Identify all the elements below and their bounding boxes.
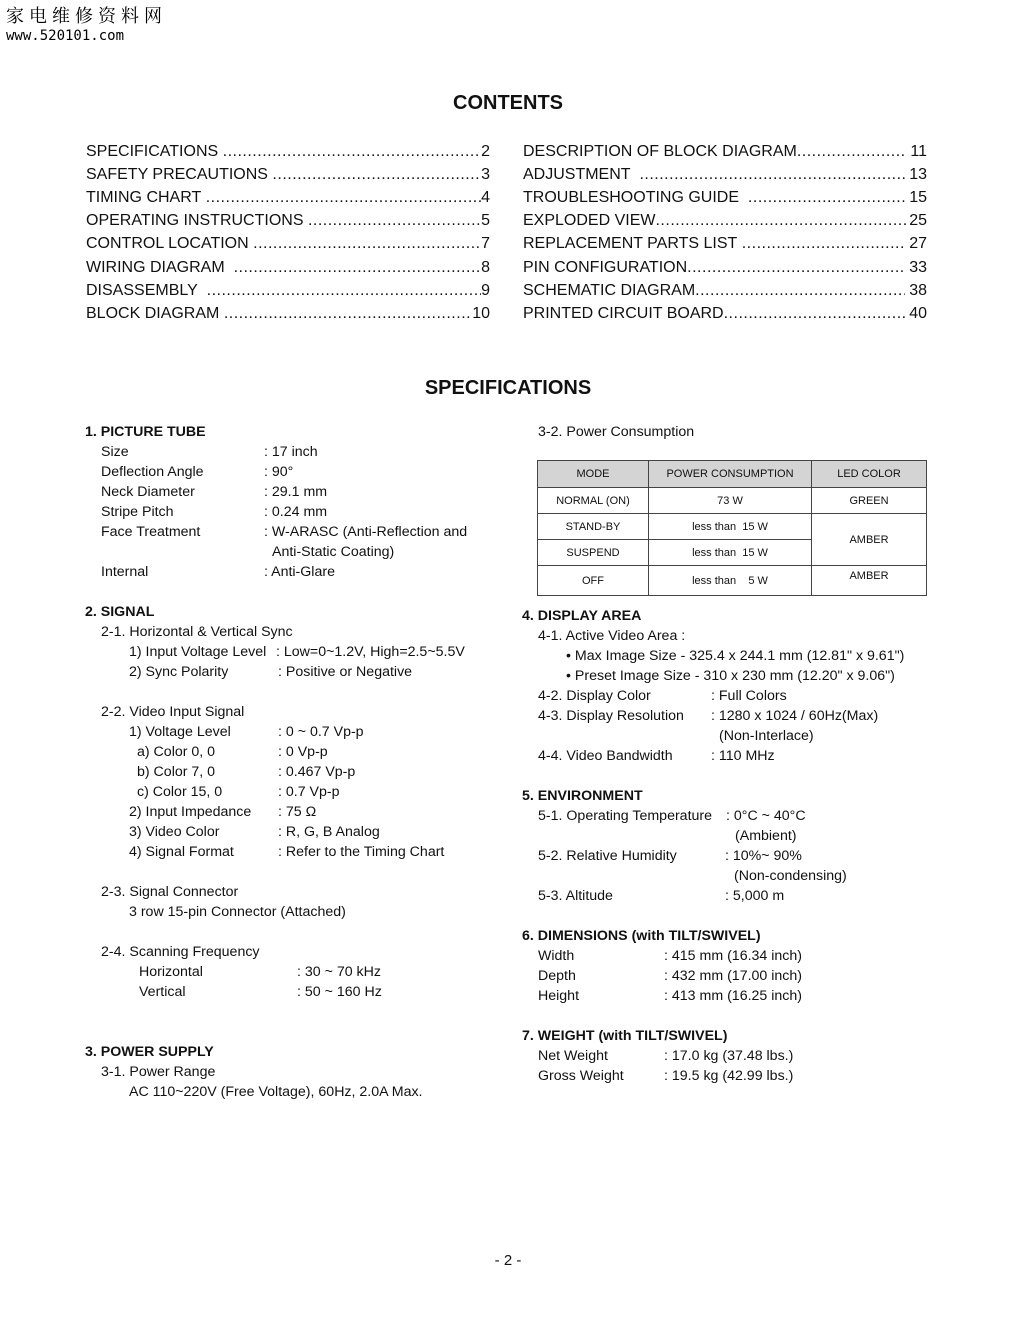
toc-leader bbox=[742, 235, 905, 253]
spec-right-column-lower bbox=[522, 606, 942, 1086]
spec-label: 4-3. Display Resolution bbox=[538, 708, 684, 724]
toc-leader bbox=[207, 282, 481, 300]
bullet-text: • Max Image Size - 325.4 x 244.1 mm (12.81" x 9.61") bbox=[566, 648, 905, 664]
toc-leader bbox=[724, 305, 905, 323]
toc-entry[interactable] bbox=[523, 279, 927, 302]
table-header-row bbox=[538, 461, 927, 488]
toc-page: 9 bbox=[481, 281, 490, 299]
spec-label: 1) Input Voltage Level bbox=[129, 644, 267, 660]
spec-row bbox=[522, 846, 942, 866]
cell-mode: SUSPEND bbox=[538, 540, 649, 566]
specifications-title: SPECIFICATIONS bbox=[424, 377, 592, 399]
spec-value: : Refer to the Timing Chart bbox=[278, 844, 445, 860]
toc-leader bbox=[224, 305, 472, 323]
spec-value: : 0.7 Vp-p bbox=[278, 784, 340, 800]
toc-page: 8 bbox=[481, 258, 490, 276]
spec-row-continuation bbox=[522, 826, 942, 846]
spec-row bbox=[85, 502, 505, 522]
toc-entry[interactable] bbox=[86, 186, 490, 209]
toc-leader bbox=[695, 282, 905, 300]
toc-leader bbox=[655, 212, 909, 230]
spec-value: : Positive or Negative bbox=[278, 664, 413, 680]
spec-value: : 17.0 kg (37.48 lbs.) bbox=[664, 1048, 794, 1064]
toc-leader bbox=[639, 166, 904, 184]
toc-entry[interactable] bbox=[523, 233, 927, 256]
toc-label: WIRING DIAGRAM bbox=[86, 258, 225, 276]
cell-led: GREEN bbox=[812, 488, 927, 514]
spec-value: Anti-Static Coating) bbox=[272, 544, 395, 560]
spec-right-column bbox=[522, 422, 942, 442]
toc-page: 2 bbox=[481, 142, 490, 160]
spec-row bbox=[85, 522, 505, 542]
cell-mode: OFF bbox=[538, 566, 649, 596]
toc-entry[interactable] bbox=[86, 302, 490, 325]
spec-label: 5-1. Operating Temperature bbox=[538, 808, 713, 824]
toc-entry[interactable] bbox=[86, 210, 490, 233]
cell-mode: NORMAL (ON) bbox=[538, 488, 649, 514]
spec-value: : 415 mm (16.34 inch) bbox=[664, 948, 802, 964]
toc-entry[interactable] bbox=[86, 233, 490, 256]
spec-label: a) Color 0, 0 bbox=[137, 744, 216, 760]
cell-mode: STAND-BY bbox=[538, 514, 649, 540]
table-row bbox=[538, 488, 927, 514]
spec-label: Depth bbox=[538, 968, 576, 984]
subsection-title bbox=[85, 622, 505, 642]
spec-row bbox=[85, 722, 505, 742]
cell-power: less than 15 W bbox=[649, 514, 812, 540]
spec-value: : 75 Ω bbox=[278, 804, 317, 820]
spec-row-continuation bbox=[522, 726, 942, 746]
bullet-item bbox=[522, 666, 942, 686]
toc-page: 11 bbox=[910, 142, 927, 160]
toc-page: 33 bbox=[909, 258, 927, 276]
spec-label: Stripe Pitch bbox=[101, 504, 174, 520]
spec-label: 4-2. Display Color bbox=[538, 688, 651, 704]
spec-value: : 19.5 kg (42.99 lbs.) bbox=[664, 1068, 794, 1084]
spec-value: : 17 inch bbox=[264, 444, 318, 460]
spec-value: : 5,000 m bbox=[725, 888, 785, 904]
cell-power: 73 W bbox=[649, 488, 812, 514]
toc-leader bbox=[272, 166, 481, 184]
toc-leader bbox=[206, 189, 481, 207]
spec-value: : 90° bbox=[264, 464, 294, 480]
toc-left bbox=[86, 140, 490, 326]
toc-leader bbox=[687, 259, 905, 277]
toc-label: SCHEMATIC DIAGRAM bbox=[523, 281, 696, 299]
toc-page: 4 bbox=[481, 188, 490, 206]
spec-value: : 110 MHz bbox=[711, 748, 775, 764]
spec-value: (Non-condensing) bbox=[734, 868, 847, 884]
subsection-title bbox=[85, 942, 505, 962]
toc-label: TROUBLESHOOTING GUIDE bbox=[523, 188, 740, 206]
spec-row bbox=[85, 822, 505, 842]
spec-value: : Full Colors bbox=[711, 688, 787, 704]
spec-label: Width bbox=[538, 948, 575, 964]
spec-value: (Ambient) bbox=[735, 828, 797, 844]
spec-label: 4) Signal Format bbox=[129, 844, 234, 860]
spec-row bbox=[522, 886, 942, 906]
cell-led: AMBER bbox=[812, 566, 927, 596]
toc-entry[interactable] bbox=[86, 163, 490, 186]
spec-row bbox=[522, 1066, 942, 1086]
bullet-text: • Preset Image Size - 310 x 230 mm (12.20" x 9.06") bbox=[566, 668, 895, 684]
spec-label: 1) Voltage Level bbox=[129, 724, 231, 740]
section-heading-environment: 5. ENVIRONMENT bbox=[522, 788, 643, 804]
spec-row bbox=[522, 966, 942, 986]
spec-value: : 432 mm (17.00 inch) bbox=[664, 968, 802, 984]
spec-value: : 29.1 mm bbox=[264, 484, 328, 500]
column-header: POWER CONSUMPTION bbox=[649, 461, 812, 488]
toc-page: 3 bbox=[481, 165, 490, 183]
toc-page: 13 bbox=[909, 165, 927, 183]
section-heading-power-supply: 3. POWER SUPPLY bbox=[85, 1044, 214, 1060]
toc-label: ADJUSTMENT bbox=[523, 165, 631, 183]
toc-entry[interactable] bbox=[86, 256, 490, 279]
subsection-title bbox=[85, 702, 505, 722]
spec-left-column bbox=[85, 422, 505, 1102]
spec-label: b) Color 7, 0 bbox=[137, 764, 216, 780]
toc-label: DESCRIPTION OF BLOCK DIAGRAM bbox=[523, 142, 797, 160]
spec-row bbox=[522, 806, 942, 826]
spec-row bbox=[85, 962, 505, 982]
spec-value: 3 row 15-pin Connector (Attached) bbox=[129, 904, 346, 920]
power-consumption-table bbox=[537, 460, 927, 596]
subsection-label: 3-2. Power Consumption bbox=[538, 424, 695, 440]
toc-label: REPLACEMENT PARTS LIST bbox=[523, 235, 738, 253]
spec-label: Net Weight bbox=[538, 1048, 608, 1064]
spec-row bbox=[522, 1046, 942, 1066]
spec-label: 5-2. Relative Humidity bbox=[538, 848, 677, 864]
toc-entry[interactable] bbox=[523, 302, 927, 325]
cell-led: AMBER bbox=[812, 514, 927, 566]
toc-leader bbox=[308, 212, 481, 230]
contents-title: CONTENTS bbox=[453, 92, 563, 114]
toc-label: DISASSEMBLY bbox=[86, 281, 198, 299]
spec-row bbox=[522, 946, 942, 966]
spec-row bbox=[85, 982, 505, 1002]
spec-value: AC 110~220V (Free Voltage), 60Hz, 2.0A Max. bbox=[129, 1084, 423, 1100]
spec-row bbox=[85, 1082, 505, 1102]
toc-entry[interactable] bbox=[523, 210, 927, 233]
toc-leader bbox=[234, 259, 482, 277]
watermark bbox=[6, 2, 167, 44]
spec-value: : Anti-Glare bbox=[264, 564, 335, 580]
spec-label: 2) Input Impedance bbox=[129, 804, 252, 820]
spec-label: Gross Weight bbox=[538, 1068, 624, 1084]
spec-value: : 10%~ 90% bbox=[725, 848, 802, 864]
spec-row bbox=[85, 802, 505, 822]
toc-label: EXPLODED VIEW bbox=[523, 212, 656, 230]
spec-row bbox=[522, 686, 942, 706]
spec-value: : R, G, B Analog bbox=[278, 824, 380, 840]
toc-page: 5 bbox=[481, 212, 490, 230]
subsection-title bbox=[85, 1062, 505, 1082]
spec-row bbox=[85, 642, 505, 662]
toc-leader bbox=[223, 143, 481, 161]
toc-page: 7 bbox=[481, 235, 490, 253]
toc-page: 38 bbox=[909, 281, 927, 299]
subsection-title bbox=[522, 422, 942, 442]
column-header: LED COLOR bbox=[812, 461, 927, 488]
spec-label: c) Color 15, 0 bbox=[137, 784, 223, 800]
table-row bbox=[538, 514, 927, 540]
spec-value: : 0.467 Vp-p bbox=[278, 764, 356, 780]
spec-label: Size bbox=[101, 444, 129, 460]
toc-page: 10 bbox=[472, 304, 490, 322]
spec-label: 4-4. Video Bandwidth bbox=[538, 748, 673, 764]
section-heading-dimensions: 6. DIMENSIONS (with TILT/SWIVEL) bbox=[522, 928, 761, 944]
toc-label: TIMING CHART bbox=[86, 188, 202, 206]
spec-row bbox=[522, 706, 942, 726]
toc-label: PIN CONFIGURATION bbox=[523, 258, 688, 276]
subsection-label: 2-3. Signal Connector bbox=[101, 884, 239, 900]
toc-leader bbox=[797, 143, 906, 161]
toc-leader bbox=[748, 189, 905, 207]
subsection-label: 3-1. Power Range bbox=[101, 1064, 216, 1080]
spec-value: : Low=0~1.2V, High=2.5~5.5V bbox=[276, 644, 465, 660]
section-heading-weight: 7. WEIGHT (with TILT/SWIVEL) bbox=[522, 1028, 728, 1044]
spec-label: 2) Sync Polarity bbox=[129, 664, 229, 680]
spec-row bbox=[85, 902, 505, 922]
section-heading-picture-tube: 1. PICTURE TUBE bbox=[85, 424, 206, 440]
watermark-chinese: 家电维修资料网 bbox=[6, 6, 167, 27]
toc-label: SAFETY PRECAUTIONS bbox=[86, 165, 268, 183]
spec-value: : 50 ~ 160 Hz bbox=[297, 984, 382, 1000]
spec-value: : 413 mm (16.25 inch) bbox=[664, 988, 802, 1004]
toc-page: 25 bbox=[909, 212, 927, 230]
page-number: - 2 - bbox=[494, 1252, 522, 1269]
spec-value: : 30 ~ 70 kHz bbox=[297, 964, 381, 980]
toc-page: 15 bbox=[909, 188, 927, 206]
section-heading-display-area: 4. DISPLAY AREA bbox=[522, 608, 642, 624]
table-row bbox=[538, 566, 927, 596]
spec-row bbox=[522, 986, 942, 1006]
spec-row bbox=[85, 782, 505, 802]
spec-row bbox=[85, 462, 505, 482]
spec-value: : 0.24 mm bbox=[264, 504, 328, 520]
spec-row bbox=[85, 762, 505, 782]
spec-row bbox=[522, 746, 942, 766]
spec-label: Neck Diameter bbox=[101, 484, 195, 500]
toc-leader bbox=[253, 235, 481, 253]
subsection-label: 2-2. Video Input Signal bbox=[101, 704, 245, 720]
toc-label: CONTROL LOCATION bbox=[86, 235, 249, 253]
toc-right bbox=[523, 140, 927, 326]
toc-label: SPECIFICATIONS bbox=[86, 142, 219, 160]
spec-label: 3) Video Color bbox=[129, 824, 220, 840]
toc-entry[interactable] bbox=[86, 279, 490, 302]
toc-page: 40 bbox=[909, 304, 927, 322]
bullet-item bbox=[522, 646, 942, 666]
section-heading-signal: 2. SIGNAL bbox=[85, 604, 155, 620]
spec-value: : 0°C ~ 40°C bbox=[726, 808, 806, 824]
toc-label: PRINTED CIRCUIT BOARD bbox=[523, 304, 724, 322]
spec-row-continuation bbox=[522, 866, 942, 886]
toc-label: OPERATING INSTRUCTIONS bbox=[86, 212, 304, 230]
spec-row bbox=[85, 482, 505, 502]
toc-entry[interactable] bbox=[523, 186, 927, 209]
spec-row bbox=[85, 442, 505, 462]
subsection-label: 4-1. Active Video Area : bbox=[538, 628, 686, 644]
spec-row bbox=[85, 662, 505, 682]
spec-row bbox=[85, 842, 505, 862]
subsection-label: 2-4. Scanning Frequency bbox=[101, 944, 260, 960]
spec-row bbox=[85, 562, 505, 582]
spec-label: Internal bbox=[101, 564, 149, 580]
toc-entry[interactable] bbox=[523, 140, 927, 163]
spec-label: Deflection Angle bbox=[101, 464, 204, 480]
spec-label: Vertical bbox=[139, 984, 186, 1000]
spec-row-continuation bbox=[85, 542, 505, 562]
toc-entry[interactable] bbox=[86, 140, 490, 163]
cell-power: less than 15 W bbox=[649, 540, 812, 566]
subsection-label: 2-1. Horizontal & Vertical Sync bbox=[101, 624, 293, 640]
watermark-url: www.520101.com bbox=[6, 28, 125, 44]
subsection-title bbox=[85, 882, 505, 902]
spec-label: Height bbox=[538, 988, 580, 1004]
spec-row bbox=[85, 742, 505, 762]
toc-entry[interactable] bbox=[523, 256, 927, 279]
spec-label: Horizontal bbox=[139, 964, 203, 980]
spec-value: (Non-Interlace) bbox=[719, 728, 814, 744]
spec-value: : 0 Vp-p bbox=[278, 744, 328, 760]
spec-value: : 1280 x 1024 / 60Hz(Max) bbox=[711, 708, 879, 724]
toc-label: BLOCK DIAGRAM bbox=[86, 304, 220, 322]
subsection-title bbox=[522, 626, 942, 646]
column-header: MODE bbox=[538, 461, 649, 488]
spec-value: : 0 ~ 0.7 Vp-p bbox=[278, 724, 364, 740]
cell-power: less than 5 W bbox=[649, 566, 812, 596]
spec-value: : W-ARASC (Anti-Reflection and bbox=[264, 524, 468, 540]
toc-entry[interactable] bbox=[523, 163, 927, 186]
spec-label: Face Treatment bbox=[101, 524, 201, 540]
toc-page: 27 bbox=[909, 235, 927, 253]
spec-label: 5-3. Altitude bbox=[538, 888, 613, 904]
